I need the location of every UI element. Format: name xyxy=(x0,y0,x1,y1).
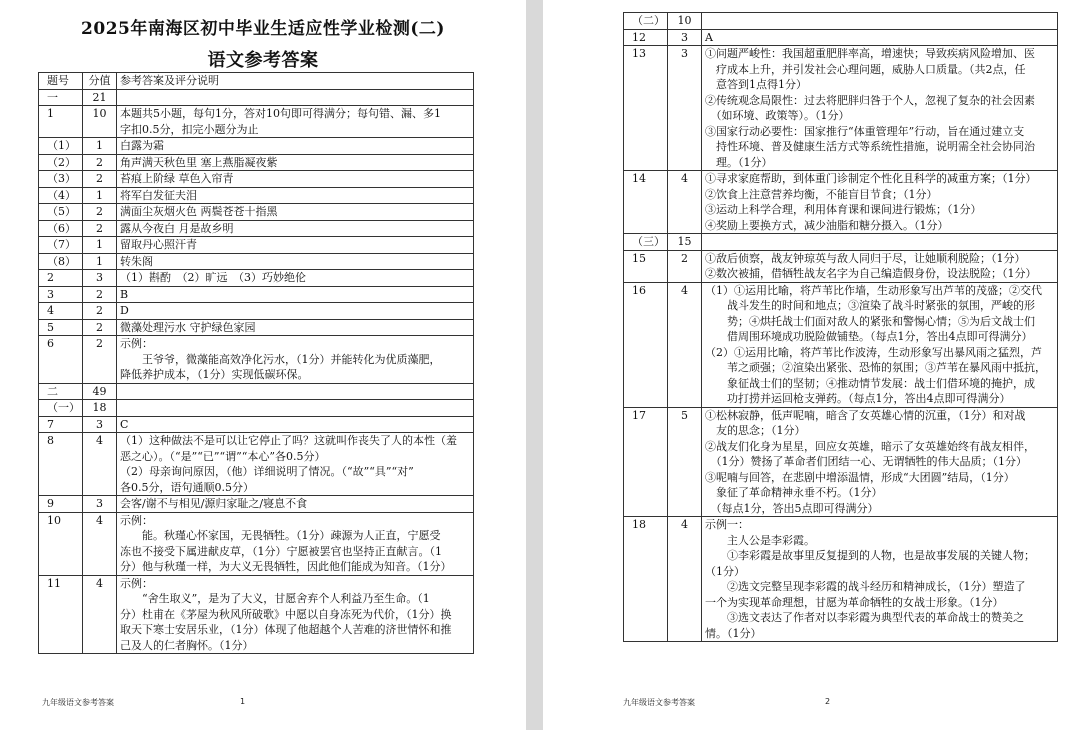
answer-text xyxy=(117,187,474,204)
table-row xyxy=(624,282,1058,407)
question-number: （三） xyxy=(624,234,668,251)
question-number: 14 xyxy=(624,171,668,234)
answer-text xyxy=(117,106,474,138)
answer-line: 能。秋瑾心怀家国，无畏牺牲。（1分）疎源为人正直，宁愿受 xyxy=(120,529,441,542)
question-number: 1 xyxy=(39,106,83,138)
header-cell: 参考答案及评分说明 xyxy=(117,73,474,90)
answer-line: ①寻求家庭帮助，到体重门诊制定个性化且科学的减重方案；（1分） xyxy=(705,172,1037,185)
answer-line: “舍生取义”，是为了大义，甘愿舍弃个人利益乃至生命。（1 xyxy=(120,592,430,605)
answer-line: 苇之顽强；②渲染出紧张、恐怖的氛围；③芦苇在暴风雨中抵抗， xyxy=(705,361,1046,374)
score-value: 3 xyxy=(83,496,117,513)
question-number: （3） xyxy=(39,171,83,188)
answer-line: 分）杜甫在《茅屋为秋风所破歌》中愿以自身冻死为代价，（1分）换 xyxy=(120,607,452,621)
answer-line: 示例： xyxy=(120,337,153,350)
answer-text xyxy=(702,517,1058,642)
answer-text xyxy=(702,407,1058,517)
answer-text xyxy=(117,204,474,221)
answer-line: 功打捞并运回枪支弹药。（每点1分，答出4点即可得满分） xyxy=(705,392,1011,405)
answer-line: （1）斟酌 （2）旷远 （3）巧妙绝伦 xyxy=(120,271,306,284)
answer-line: 主人公是李彩霞。 xyxy=(705,533,815,547)
answer-line: C xyxy=(120,417,129,431)
score-value: 21 xyxy=(83,89,117,106)
score-value: 3 xyxy=(83,416,117,433)
answer-line: 持性环境、普及健康生活方式等系统性措施，说明需全社会协同治 xyxy=(705,140,1035,153)
answer-line xyxy=(120,400,470,416)
answer-line: ③选文表达了作者对以李彩霞为典型代表的革命战士的赞美之 xyxy=(705,611,1024,624)
score-value: 3 xyxy=(668,29,702,46)
score-value: 2 xyxy=(83,204,117,221)
answer-line: 本题共5小题，每句1分，答对10句即可得满分；每句错、漏、多1 xyxy=(120,107,441,120)
answer-line: ①松林寂静，低声呢喃，暗含了女英雄心情的沉重，（1分）和对战 xyxy=(705,408,1026,422)
answer-text xyxy=(117,220,474,237)
table-row xyxy=(39,237,474,254)
question-number: （2） xyxy=(39,154,83,171)
score-value: 1 xyxy=(83,138,117,155)
question-number: 3 xyxy=(39,286,83,303)
score-value: 2 xyxy=(83,171,117,188)
answer-text xyxy=(117,400,474,417)
question-number: 18 xyxy=(624,517,668,642)
question-number: 9 xyxy=(39,496,83,513)
answer-text xyxy=(702,250,1058,282)
question-number: 13 xyxy=(624,46,668,171)
score-value: 2 xyxy=(83,303,117,320)
score-value: 10 xyxy=(83,106,117,138)
score-value: 10 xyxy=(668,13,702,30)
question-number: 12 xyxy=(624,29,668,46)
answer-line xyxy=(705,234,1054,250)
answer-line: 象征战士们的坚韧；④推动情节发展：战士们借环境的掩护，成 xyxy=(705,376,1035,390)
answer-line: 微藻处理污水 守护绿色家园 xyxy=(120,320,256,334)
answer-line: （如环境、政策等）。（1分） xyxy=(705,109,850,122)
question-number: 8 xyxy=(39,433,83,496)
answer-line: ①敌后侦察，战友钟琼英与敌人同归于尽，让她顺利脱险；（1分） xyxy=(705,251,1026,265)
score-value: 4 xyxy=(668,282,702,407)
answer-line: 示例一： xyxy=(705,518,749,531)
answer-line: （1分）赞扬了革命者们团结一心、无谓牺牲的伟大品质；（1分） xyxy=(705,455,1027,468)
question-number: （8） xyxy=(39,253,83,270)
score-value: 5 xyxy=(668,407,702,517)
table-row xyxy=(39,286,474,303)
answer-line: 各0.5分，语句通顺0.5分） xyxy=(120,480,254,494)
score-value: 2 xyxy=(668,250,702,282)
answer-line: 露从今夜白 月是故乡明 xyxy=(120,221,234,235)
score-value: 18 xyxy=(83,400,117,417)
answer-line: （1）①运用比喻，将芦苇比作墙，生动形象写出芦苇的茂盛；②交代 xyxy=(705,283,1042,297)
answer-table-page-1 xyxy=(38,72,474,654)
table-row xyxy=(39,336,474,384)
score-value: 1 xyxy=(83,253,117,270)
question-number: 11 xyxy=(39,575,83,654)
footer-page-number: 1 xyxy=(240,697,246,706)
question-number: 一 xyxy=(39,89,83,106)
table-row xyxy=(624,234,1058,251)
table-row xyxy=(39,512,474,575)
table-row xyxy=(624,517,1058,642)
table-row xyxy=(39,106,474,138)
question-number: 7 xyxy=(39,416,83,433)
answer-text xyxy=(117,171,474,188)
answer-line: ②传统观念局限性：过去将肥胖归咎于个人，忽视了复杂的社会因素 xyxy=(705,93,1035,107)
answer-line: 冻也不接受下属进献皮草，（1分）宁愿被罢官也坚持正直献言。（1 xyxy=(120,544,442,558)
score-value: 4 xyxy=(83,575,117,654)
answer-line: 角声满天秋色里 塞上燕脂凝夜紫 xyxy=(120,155,278,169)
header-cell: 题号 xyxy=(39,73,83,90)
answer-line: 恶之心）。（“是”“已”“谓”“本心”各0.5分） xyxy=(120,449,326,463)
score-value: 4 xyxy=(83,512,117,575)
table-row xyxy=(39,433,474,496)
answer-line: 降低养护成本，（1分）实现低碳环保。 xyxy=(120,368,309,381)
answer-page-2 xyxy=(543,0,1080,730)
answer-line: 意答到1点得1分） xyxy=(705,78,807,91)
answer-text xyxy=(117,512,474,575)
score-value: 4 xyxy=(83,433,117,496)
answer-text xyxy=(117,336,474,384)
answer-text xyxy=(702,29,1058,46)
answer-text xyxy=(117,89,474,106)
question-number: 10 xyxy=(39,512,83,575)
answer-line: ③呢喃与回答，在悲剧中增添温情，形成“大团圆”结局，（1分） xyxy=(705,470,1015,484)
document-title: 2025年南海区初中毕业生适应性学业检测(二) xyxy=(81,19,445,39)
score-value: 2 xyxy=(83,319,117,336)
question-number: （7） xyxy=(39,237,83,254)
footer-page-number: 2 xyxy=(825,697,831,706)
question-number: （4） xyxy=(39,187,83,204)
answer-line: D xyxy=(120,304,129,317)
answer-text xyxy=(117,575,474,654)
table-row xyxy=(39,400,474,417)
answer-line: 留取丹心照汗青 xyxy=(120,238,197,251)
answer-line: 疗成本上升，并引发社会心理问题，威胁人口质量。（共2点，任 xyxy=(705,62,1026,76)
answer-text xyxy=(117,237,474,254)
answer-line: 将军白发征夫泪 xyxy=(120,188,197,202)
table-row xyxy=(39,575,474,654)
table-row xyxy=(39,204,474,221)
answer-table-page-2 xyxy=(623,12,1058,642)
answer-line xyxy=(120,90,470,106)
question-number: 2 xyxy=(39,270,83,287)
answer-line: ②选文完整呈现李彩霞的战斗经历和精神成长，（1分）塑造了 xyxy=(705,580,1026,593)
question-number: （6） xyxy=(39,220,83,237)
answer-line: 白露为霜 xyxy=(120,139,164,152)
answer-line: 借周围环境成功脱险做铺垫。（每点1分，答出4点即可得满分） xyxy=(705,330,1033,343)
table-row xyxy=(39,383,474,400)
answer-line: 示例： xyxy=(120,513,153,527)
question-number: 15 xyxy=(624,250,668,282)
table-row xyxy=(39,416,474,433)
question-number: （1） xyxy=(39,138,83,155)
score-value: 2 xyxy=(83,286,117,303)
answer-line: ①问题严峻性：我国超重肥胖率高，增速快；导致疾病风险增加、医 xyxy=(705,47,1035,60)
answer-page-1 xyxy=(0,0,526,730)
table-row xyxy=(39,270,474,287)
answer-line: （2）母亲询问原因，（他）详细说明了情况。（“故”“具”“对” xyxy=(120,465,414,478)
table-row xyxy=(39,319,474,336)
answer-line: （2）①运用比喻，将芦苇比作波涛，生动形象写出暴风雨之猛烈，芦 xyxy=(705,345,1042,359)
answer-line: A xyxy=(705,30,713,44)
answer-text xyxy=(117,319,474,336)
question-number: （二） xyxy=(624,13,668,30)
answer-line: 友的思念；（1分） xyxy=(705,424,806,437)
table-row xyxy=(39,187,474,204)
answer-line: ②战友们化身为星星，回应女英雄，暗示了女英雄始终有战友相伴， xyxy=(705,439,1035,453)
answer-text xyxy=(117,138,474,155)
score-value: 4 xyxy=(668,171,702,234)
question-number: 16 xyxy=(624,282,668,407)
answer-text xyxy=(702,234,1058,251)
table-header-row xyxy=(39,73,474,90)
table-row xyxy=(624,29,1058,46)
answer-line: 一个为实现革命理想，甘愿为革命牺牲的女战士形象。（1分） xyxy=(705,595,1004,609)
answer-text xyxy=(702,282,1058,407)
answer-text xyxy=(702,171,1058,234)
answer-line: （1分） xyxy=(705,564,745,578)
table-row xyxy=(39,89,474,106)
answer-line: 理。（1分） xyxy=(705,155,773,169)
header-cell: 分值 xyxy=(83,73,117,90)
table-row xyxy=(624,171,1058,234)
answer-line: （每点1分，答出5点即可得满分） xyxy=(705,501,879,515)
table-row xyxy=(39,303,474,320)
score-value: 2 xyxy=(83,336,117,384)
table-row xyxy=(39,253,474,270)
answer-line: 转朱阁 xyxy=(120,254,153,268)
score-value: 1 xyxy=(83,187,117,204)
answer-line: 苔痕上阶绿 草色入帘青 xyxy=(120,172,234,185)
score-value: 15 xyxy=(668,234,702,251)
question-number: （一） xyxy=(39,400,83,417)
answer-line xyxy=(705,13,1054,29)
footer-label: 九年级语文参考答案 xyxy=(623,698,695,707)
answer-line: 示例： xyxy=(120,576,153,590)
question-number: 17 xyxy=(624,407,668,517)
answer-text xyxy=(117,154,474,171)
score-value: 1 xyxy=(83,237,117,254)
answer-line: 字扣0.5分，扣完小题分为止 xyxy=(120,122,259,136)
table-row xyxy=(39,171,474,188)
table-row xyxy=(39,138,474,155)
footer-label: 九年级语文参考答案 xyxy=(42,698,114,707)
answer-text xyxy=(702,13,1058,30)
question-number: 4 xyxy=(39,303,83,320)
answer-line: ③国家行动必要性：国家推行“体重管理年”行动，旨在通过建立支 xyxy=(705,124,1025,138)
answer-line: 满面尘灰烟火色 两鬓苍苍十指黑 xyxy=(120,205,278,218)
answer-line: 势；④烘托战士们面对敌人的紧张和警惕心情；⑤为后文战士们 xyxy=(705,314,1035,328)
table-row xyxy=(624,407,1058,517)
question-number: （5） xyxy=(39,204,83,221)
table-row xyxy=(39,220,474,237)
answer-line: 己及人的仁者胸怀。（1分） xyxy=(120,638,254,652)
answer-line: 象征了革命精神永垂不朽。（1分） xyxy=(705,486,883,499)
answer-line: 取天下寒士安居乐业，（1分）体现了他超越个人苦难的济世情怀和推 xyxy=(120,623,452,636)
answer-line: ④奖励上要换方式，减少油脂和糖分摄入。（1分） xyxy=(705,218,949,232)
answer-line: 王爷爷，微藻能高效净化污水，（1分）并能转化为优质藻肥， xyxy=(120,352,441,366)
table-row xyxy=(39,154,474,171)
question-number: 6 xyxy=(39,336,83,384)
score-value: 3 xyxy=(668,46,702,171)
answer-line: ②饮食上注意营养均衡，不能盲目节食；（1分） xyxy=(705,187,938,201)
answer-text xyxy=(117,303,474,320)
answer-line: 情。（1分） xyxy=(705,626,762,640)
score-value: 2 xyxy=(83,154,117,171)
answer-line: 会客/谢不与相见/源归家耻之/寝息不食 xyxy=(120,497,308,510)
answer-text xyxy=(117,433,474,496)
question-number: 二 xyxy=(39,383,83,400)
answer-line: ③运动上科学合理，利用体育课和课间进行锻炼；（1分） xyxy=(705,203,982,216)
answer-line: ①李彩霞是故事里反复提到的人物，也是故事发展的关键人物； xyxy=(705,549,1035,562)
table-row xyxy=(624,250,1058,282)
score-value: 2 xyxy=(83,220,117,237)
table-row xyxy=(624,13,1058,30)
answer-text xyxy=(117,496,474,513)
table-row xyxy=(39,496,474,513)
score-value: 4 xyxy=(668,517,702,642)
answer-text xyxy=(117,416,474,433)
score-value: 49 xyxy=(83,383,117,400)
answer-line: ②数次被捕，借牺牲战友名字为自己编造假身份，设法脱险；（1分） xyxy=(705,267,1037,280)
answer-line xyxy=(120,384,470,400)
score-value: 3 xyxy=(83,270,117,287)
question-number: 5 xyxy=(39,319,83,336)
answer-text xyxy=(117,270,474,287)
answer-line: （1）这种做法不是可以让它停止了吗？这就叫作丧失了人的本性（羞 xyxy=(120,434,457,447)
answer-text xyxy=(702,46,1058,171)
answer-text xyxy=(117,383,474,400)
answer-line: B xyxy=(120,287,129,301)
answer-line: 分）他与秋瑾一样，为大义无畏牺牲，因此他们能成为知音。（1分） xyxy=(120,560,452,573)
answer-text xyxy=(117,253,474,270)
answer-line: 战斗发生的时间和地点；③渲染了战斗时紧张的氛围，严峻的形 xyxy=(705,299,1035,312)
answer-text xyxy=(117,286,474,303)
document-subtitle: 语文参考答案 xyxy=(207,50,319,71)
table-row xyxy=(624,46,1058,171)
